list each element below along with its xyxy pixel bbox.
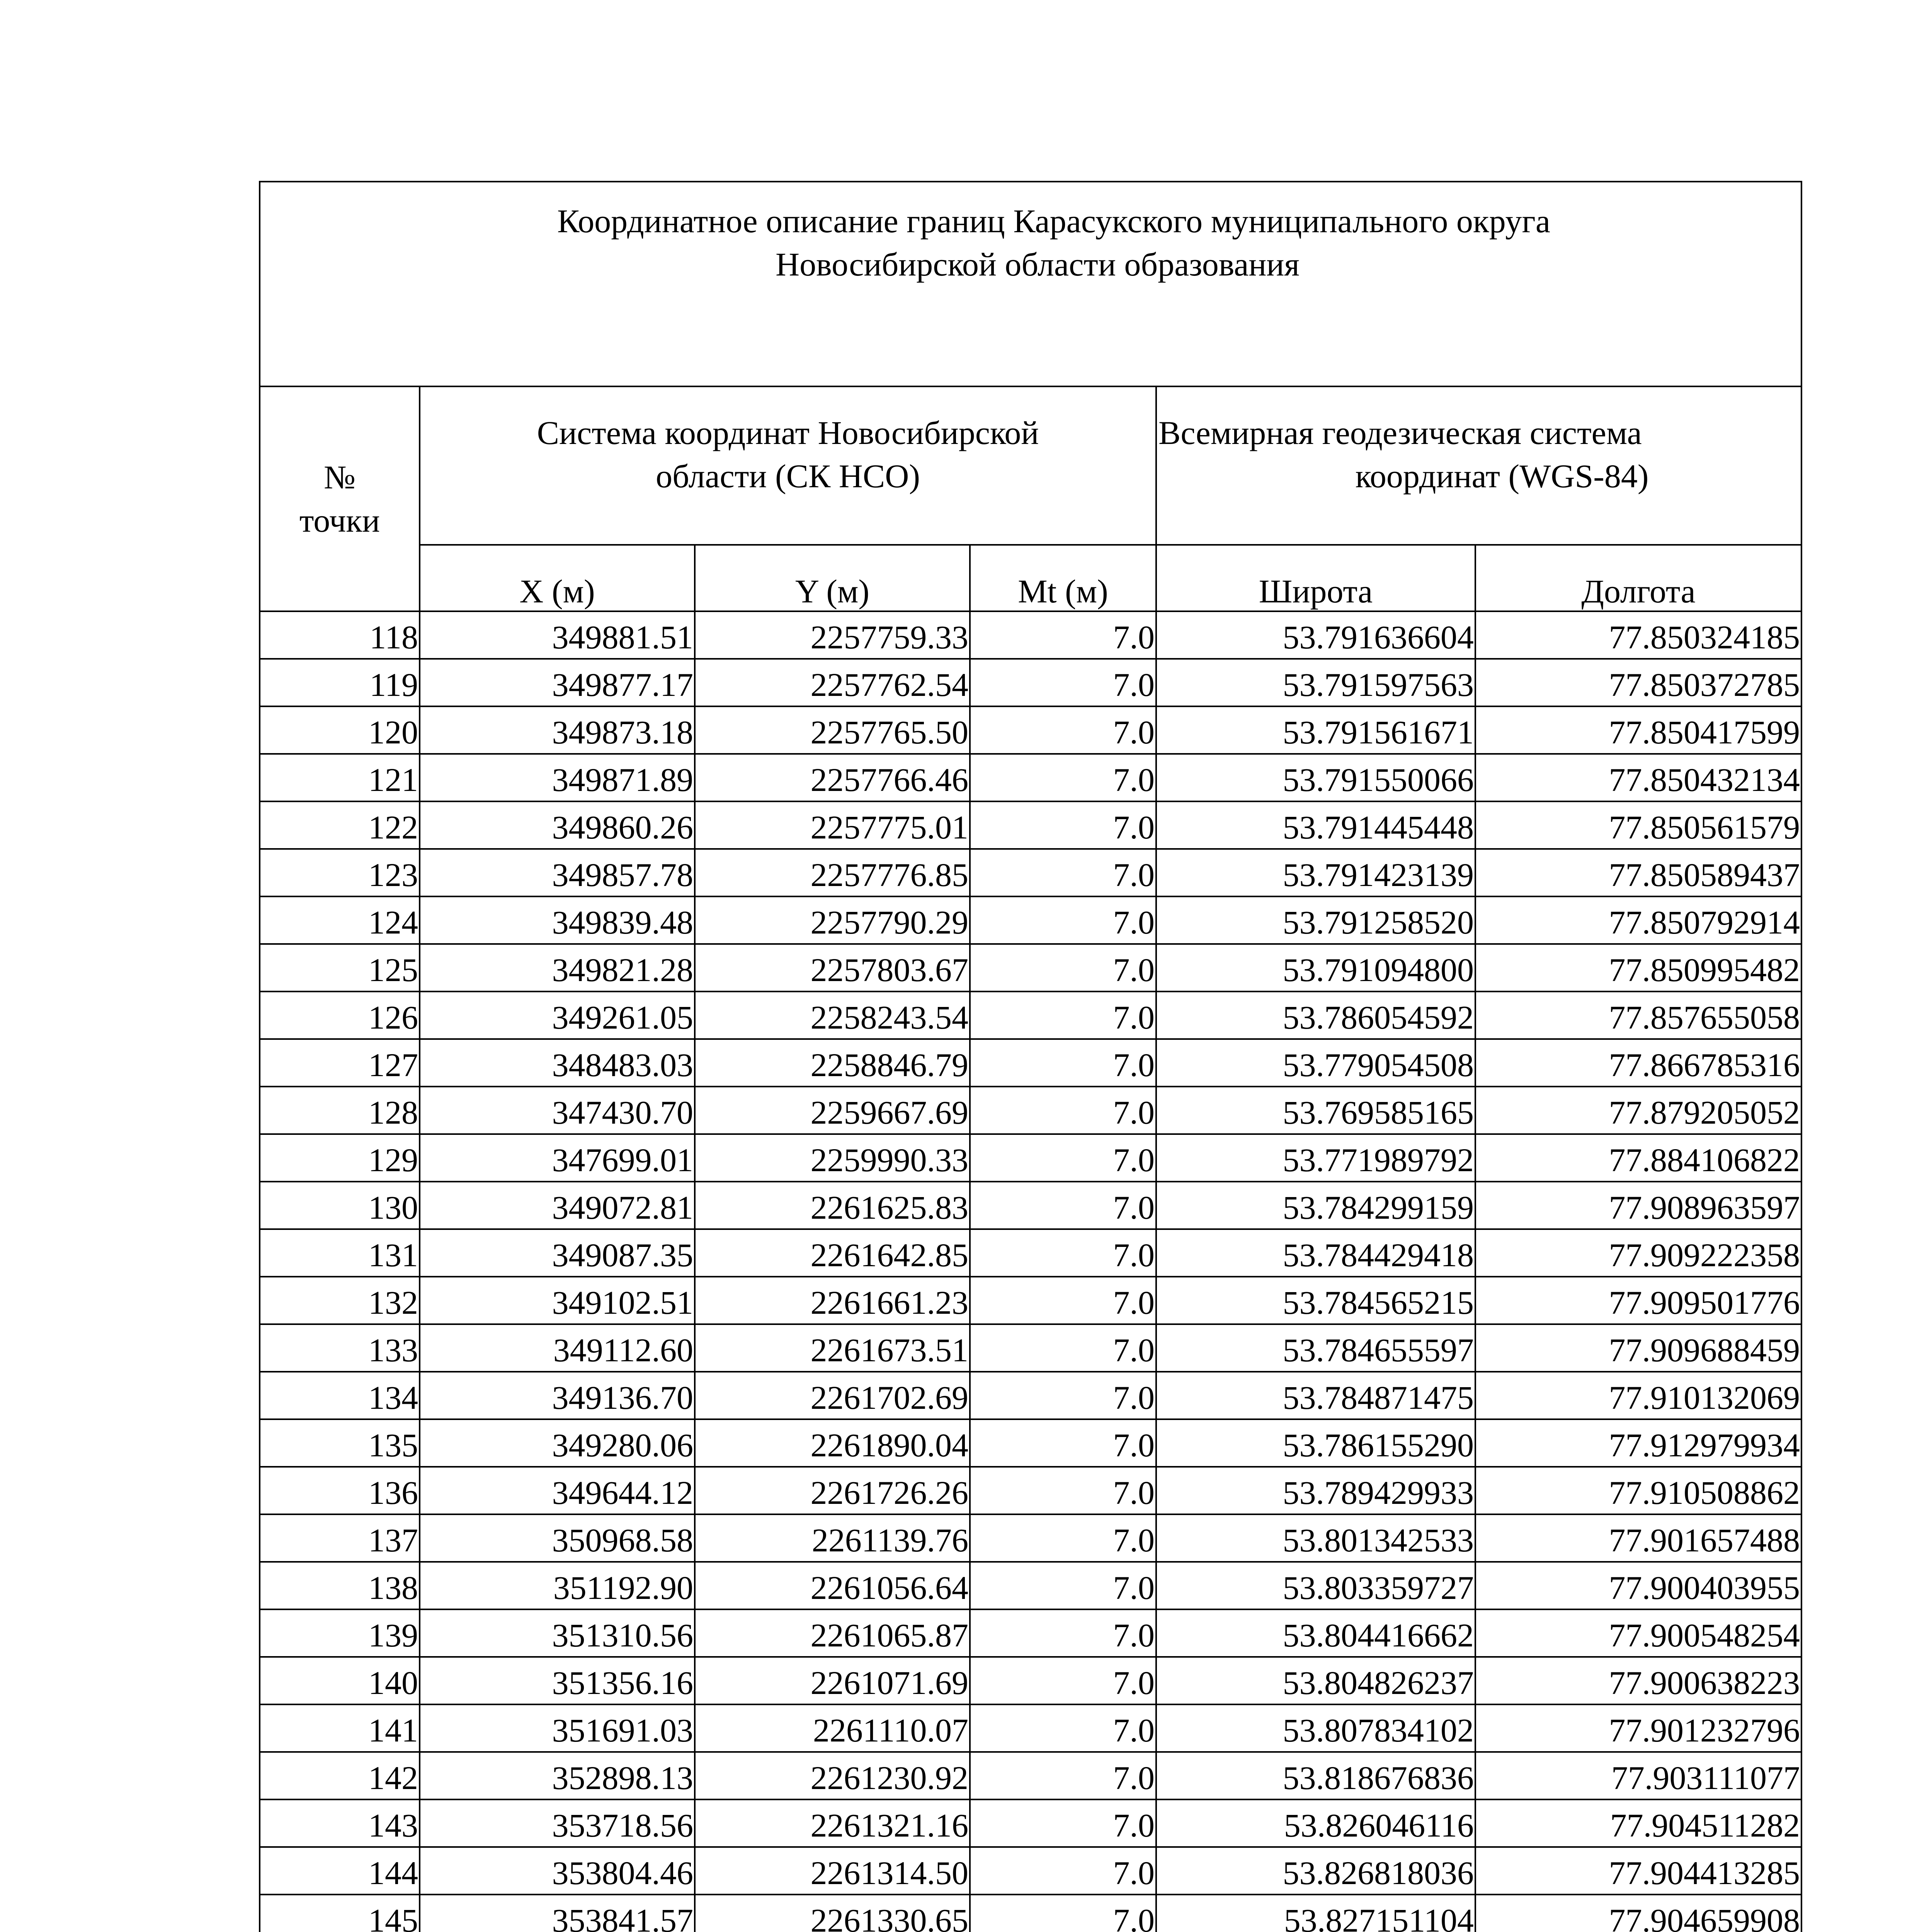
latitude-cell: 53.791445448: [1156, 801, 1475, 849]
longitude-cell: 77.912979934: [1475, 1419, 1801, 1467]
point-number-cell: 121: [260, 754, 420, 801]
mt-cell: 7.0: [970, 1704, 1156, 1752]
x-cell: 352898.13: [420, 1752, 695, 1799]
y-cell: 2261056.64: [695, 1562, 970, 1609]
point-number-cell: 140: [260, 1657, 420, 1704]
x-cell: 349873.18: [420, 706, 695, 754]
latitude-cell: 53.807834102: [1156, 1704, 1475, 1752]
longitude-cell: 77.850995482: [1475, 944, 1801, 992]
table-row: [260, 1514, 1801, 1562]
latitude-cell: 53.784429418: [1156, 1229, 1475, 1277]
latitude-cell: 53.779054508: [1156, 1039, 1475, 1087]
point-number-cell: 139: [260, 1609, 420, 1657]
x-cell: 347699.01: [420, 1134, 695, 1182]
mt-cell: 7.0: [970, 706, 1156, 754]
table-row: [260, 1799, 1801, 1847]
point-number-cell: 118: [260, 611, 420, 659]
table-row: [260, 801, 1801, 849]
table-row: [260, 1324, 1801, 1372]
point-number-cell: 133: [260, 1324, 420, 1372]
y-cell: 2261314.50: [695, 1847, 970, 1895]
point-number-cell: 126: [260, 992, 420, 1039]
latitude-cell: 53.791094800: [1156, 944, 1475, 992]
latitude-cell: 53.818676836: [1156, 1752, 1475, 1799]
table-row: [260, 1419, 1801, 1467]
y-cell: 2257759.33: [695, 611, 970, 659]
x-cell: 349280.06: [420, 1419, 695, 1467]
header-wgs84-line-1: Всемирная геодезическая система: [1158, 414, 1642, 451]
table-row: [260, 1087, 1801, 1134]
latitude-cell: 53.786155290: [1156, 1419, 1475, 1467]
table-row: [260, 1657, 1801, 1704]
table-body: [260, 611, 1801, 1932]
mt-cell: 7.0: [970, 1039, 1156, 1087]
point-number-cell: 142: [260, 1752, 420, 1799]
y-cell: 2261726.26: [695, 1467, 970, 1514]
mt-cell: 7.0: [970, 1229, 1156, 1277]
header-mt: Mt (м): [970, 545, 1156, 611]
mt-cell: 7.0: [970, 659, 1156, 706]
mt-cell: 7.0: [970, 1134, 1156, 1182]
latitude-cell: 53.826046116: [1156, 1799, 1475, 1847]
x-cell: 349136.70: [420, 1372, 695, 1419]
mt-cell: 7.0: [970, 1895, 1156, 1932]
latitude-cell: 53.791561671: [1156, 706, 1475, 754]
x-cell: 349087.35: [420, 1229, 695, 1277]
mt-cell: 7.0: [970, 1419, 1156, 1467]
mt-cell: 7.0: [970, 1467, 1156, 1514]
x-cell: 350968.58: [420, 1514, 695, 1562]
point-number-cell: 141: [260, 1704, 420, 1752]
mt-cell: 7.0: [970, 1609, 1156, 1657]
point-number-cell: 120: [260, 706, 420, 754]
table-row: [260, 754, 1801, 801]
header-columns-row: [260, 545, 1801, 611]
table-row: [260, 1752, 1801, 1799]
mt-cell: 7.0: [970, 1514, 1156, 1562]
x-cell: 347430.70: [420, 1087, 695, 1134]
x-cell: 349644.12: [420, 1467, 695, 1514]
mt-cell: 7.0: [970, 1324, 1156, 1372]
mt-cell: 7.0: [970, 1087, 1156, 1134]
header-x: X (м): [420, 545, 695, 611]
longitude-cell: 77.909688459: [1475, 1324, 1801, 1372]
mt-cell: 7.0: [970, 1182, 1156, 1229]
longitude-cell: 77.879205052: [1475, 1087, 1801, 1134]
point-number-cell: 119: [260, 659, 420, 706]
table-row: [260, 944, 1801, 992]
mt-cell: 7.0: [970, 1752, 1156, 1799]
title-line-2: Новосибирской области образования: [776, 246, 1300, 283]
longitude-cell: 77.900638223: [1475, 1657, 1801, 1704]
mt-cell: 7.0: [970, 944, 1156, 992]
y-cell: 2257803.67: [695, 944, 970, 992]
latitude-cell: 53.827151104: [1156, 1895, 1475, 1932]
x-cell: 349261.05: [420, 992, 695, 1039]
point-number-cell: 125: [260, 944, 420, 992]
point-number-cell: 143: [260, 1799, 420, 1847]
point-number-cell: 128: [260, 1087, 420, 1134]
y-cell: 2257762.54: [695, 659, 970, 706]
longitude-cell: 77.908963597: [1475, 1182, 1801, 1229]
mt-cell: 7.0: [970, 754, 1156, 801]
latitude-cell: 53.784299159: [1156, 1182, 1475, 1229]
x-cell: 351310.56: [420, 1609, 695, 1657]
latitude-cell: 53.801342533: [1156, 1514, 1475, 1562]
latitude-cell: 53.771989792: [1156, 1134, 1475, 1182]
point-number-cell: 130: [260, 1182, 420, 1229]
mt-cell: 7.0: [970, 1277, 1156, 1324]
y-cell: 2261321.16: [695, 1799, 970, 1847]
header-y: Y (м): [695, 545, 970, 611]
header-latitude: Широта: [1156, 545, 1475, 611]
y-cell: 2258846.79: [695, 1039, 970, 1087]
y-cell: 2261702.69: [695, 1372, 970, 1419]
y-cell: 2261661.23: [695, 1277, 970, 1324]
y-cell: 2261071.69: [695, 1657, 970, 1704]
mt-cell: 7.0: [970, 1372, 1156, 1419]
y-cell: 2261673.51: [695, 1324, 970, 1372]
latitude-cell: 53.791550066: [1156, 754, 1475, 801]
longitude-cell: 77.884106822: [1475, 1134, 1801, 1182]
mt-cell: 7.0: [970, 896, 1156, 944]
x-cell: 349102.51: [420, 1277, 695, 1324]
mt-cell: 7.0: [970, 1847, 1156, 1895]
x-cell: 353841.57: [420, 1895, 695, 1932]
coordinates-table: [259, 181, 1802, 1932]
latitude-cell: 53.791423139: [1156, 849, 1475, 896]
point-number-cell: 129: [260, 1134, 420, 1182]
table-row: [260, 611, 1801, 659]
document-title: [260, 182, 1801, 386]
latitude-cell: 53.784655597: [1156, 1324, 1475, 1372]
longitude-cell: 77.850432134: [1475, 754, 1801, 801]
longitude-cell: 77.900403955: [1475, 1562, 1801, 1609]
latitude-cell: 53.769585165: [1156, 1087, 1475, 1134]
longitude-cell: 77.909501776: [1475, 1277, 1801, 1324]
header-sk-nso-line-1: Система координат Новосибирской: [537, 414, 1039, 451]
x-cell: 349821.28: [420, 944, 695, 992]
latitude-cell: 53.826818036: [1156, 1847, 1475, 1895]
x-cell: 349839.48: [420, 896, 695, 944]
header-point-label: точки: [299, 502, 380, 539]
latitude-cell: 53.786054592: [1156, 992, 1475, 1039]
table-row: [260, 1562, 1801, 1609]
point-number-cell: 136: [260, 1467, 420, 1514]
x-cell: 353718.56: [420, 1799, 695, 1847]
x-cell: 349881.51: [420, 611, 695, 659]
header-group-row: [260, 386, 1801, 545]
mt-cell: 7.0: [970, 801, 1156, 849]
y-cell: 2261625.83: [695, 1182, 970, 1229]
table-row: [260, 1895, 1801, 1932]
table-row: [260, 1609, 1801, 1657]
table-row: [260, 1229, 1801, 1277]
y-cell: 2259990.33: [695, 1134, 970, 1182]
latitude-cell: 53.804826237: [1156, 1657, 1475, 1704]
longitude-cell: 77.850589437: [1475, 849, 1801, 896]
longitude-cell: 77.904659908: [1475, 1895, 1801, 1932]
header-sk-nso: [420, 386, 1156, 545]
header-point-number: [260, 386, 420, 611]
longitude-cell: 77.904413285: [1475, 1847, 1801, 1895]
x-cell: 349860.26: [420, 801, 695, 849]
x-cell: 348483.03: [420, 1039, 695, 1087]
longitude-cell: 77.901657488: [1475, 1514, 1801, 1562]
header-longitude: Долгота: [1475, 545, 1801, 611]
longitude-cell: 77.901232796: [1475, 1704, 1801, 1752]
longitude-cell: 77.850561579: [1475, 801, 1801, 849]
point-number-cell: 131: [260, 1229, 420, 1277]
longitude-cell: 77.910508862: [1475, 1467, 1801, 1514]
point-number-cell: 124: [260, 896, 420, 944]
header-sk-nso-line-2: области (СК НСО): [655, 457, 920, 495]
y-cell: 2261230.92: [695, 1752, 970, 1799]
x-cell: 351691.03: [420, 1704, 695, 1752]
point-number-cell: 132: [260, 1277, 420, 1324]
header-number-sign: №: [323, 459, 356, 496]
x-cell: 351356.16: [420, 1657, 695, 1704]
x-cell: 349112.60: [420, 1324, 695, 1372]
longitude-cell: 77.857655058: [1475, 992, 1801, 1039]
y-cell: 2261139.76: [695, 1514, 970, 1562]
x-cell: 349877.17: [420, 659, 695, 706]
y-cell: 2261110.07: [695, 1704, 970, 1752]
table-row: [260, 1847, 1801, 1895]
table-row: [260, 1704, 1801, 1752]
y-cell: 2257765.50: [695, 706, 970, 754]
latitude-cell: 53.784871475: [1156, 1372, 1475, 1419]
point-number-cell: 127: [260, 1039, 420, 1087]
latitude-cell: 53.791636604: [1156, 611, 1475, 659]
longitude-cell: 77.909222358: [1475, 1229, 1801, 1277]
longitude-cell: 77.850372785: [1475, 659, 1801, 706]
longitude-cell: 77.904511282: [1475, 1799, 1801, 1847]
table-row: [260, 659, 1801, 706]
header-wgs84-line-2: координат (WGS-84): [1355, 457, 1649, 495]
longitude-cell: 77.850792914: [1475, 896, 1801, 944]
longitude-cell: 77.866785316: [1475, 1039, 1801, 1087]
y-cell: 2258243.54: [695, 992, 970, 1039]
x-cell: 349871.89: [420, 754, 695, 801]
latitude-cell: 53.791258520: [1156, 896, 1475, 944]
header-wgs84: [1156, 386, 1801, 545]
point-number-cell: 135: [260, 1419, 420, 1467]
table-row: [260, 1134, 1801, 1182]
table-row: [260, 1182, 1801, 1229]
table-title-row: [260, 182, 1801, 386]
latitude-cell: 53.789429933: [1156, 1467, 1475, 1514]
table-row: [260, 1039, 1801, 1087]
table-row: [260, 1372, 1801, 1419]
y-cell: 2259667.69: [695, 1087, 970, 1134]
longitude-cell: 77.910132069: [1475, 1372, 1801, 1419]
latitude-cell: 53.791597563: [1156, 659, 1475, 706]
longitude-cell: 77.900548254: [1475, 1609, 1801, 1657]
point-number-cell: 123: [260, 849, 420, 896]
y-cell: 2257775.01: [695, 801, 970, 849]
y-cell: 2261890.04: [695, 1419, 970, 1467]
longitude-cell: 77.903111077: [1475, 1752, 1801, 1799]
mt-cell: 7.0: [970, 849, 1156, 896]
point-number-cell: 138: [260, 1562, 420, 1609]
x-cell: 351192.90: [420, 1562, 695, 1609]
mt-cell: 7.0: [970, 1562, 1156, 1609]
x-cell: 349857.78: [420, 849, 695, 896]
longitude-cell: 77.850417599: [1475, 706, 1801, 754]
point-number-cell: 144: [260, 1847, 420, 1895]
title-line-1: Координатное описание границ Карасукского муниципального округа: [557, 202, 1551, 240]
x-cell: 349072.81: [420, 1182, 695, 1229]
y-cell: 2261330.65: [695, 1895, 970, 1932]
latitude-cell: 53.784565215: [1156, 1277, 1475, 1324]
point-number-cell: 122: [260, 801, 420, 849]
point-number-cell: 137: [260, 1514, 420, 1562]
y-cell: 2257790.29: [695, 896, 970, 944]
mt-cell: 7.0: [970, 611, 1156, 659]
y-cell: 2257776.85: [695, 849, 970, 896]
point-number-cell: 145: [260, 1895, 420, 1932]
table-row: [260, 992, 1801, 1039]
table-row: [260, 896, 1801, 944]
longitude-cell: 77.850324185: [1475, 611, 1801, 659]
mt-cell: 7.0: [970, 1657, 1156, 1704]
y-cell: 2261642.85: [695, 1229, 970, 1277]
x-cell: 353804.46: [420, 1847, 695, 1895]
latitude-cell: 53.804416662: [1156, 1609, 1475, 1657]
table-row: [260, 1277, 1801, 1324]
y-cell: 2261065.87: [695, 1609, 970, 1657]
point-number-cell: 134: [260, 1372, 420, 1419]
table-row: [260, 849, 1801, 896]
table-row: [260, 1467, 1801, 1514]
latitude-cell: 53.803359727: [1156, 1562, 1475, 1609]
table-row: [260, 706, 1801, 754]
mt-cell: 7.0: [970, 992, 1156, 1039]
y-cell: 2257766.46: [695, 754, 970, 801]
mt-cell: 7.0: [970, 1799, 1156, 1847]
